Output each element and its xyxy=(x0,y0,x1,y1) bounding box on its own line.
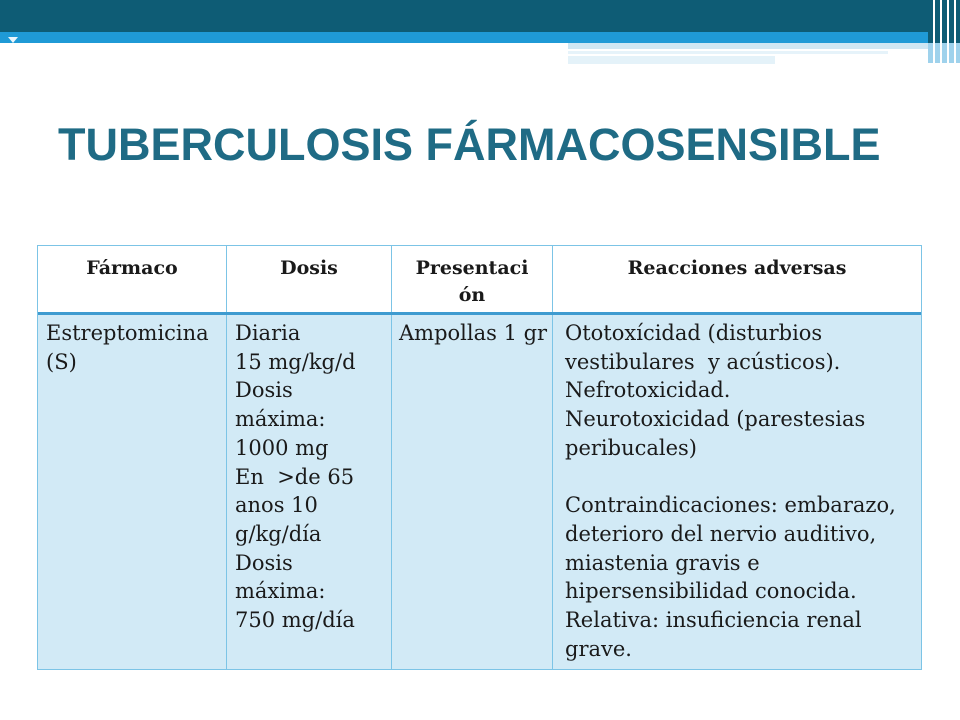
cell-line: Dosis xyxy=(235,378,293,403)
cell-line: Ampollas 1 gr xyxy=(399,321,548,345)
cell-line: Ototoxícidad (disturbios xyxy=(565,321,823,345)
cell-line: 750 mg/día xyxy=(235,608,355,633)
decorative-triangle-icon xyxy=(8,37,18,43)
decorative-stripes xyxy=(928,0,960,43)
header-label: Reacciones adversas xyxy=(627,257,847,279)
decorative-stripes xyxy=(928,43,960,63)
slide-title: TUBERCULOSIS FÁRMACOSENSIBLE xyxy=(58,119,881,170)
cell-line: (S) xyxy=(46,349,77,374)
table-row xyxy=(38,315,921,669)
header-cell-dosis xyxy=(227,246,392,312)
cell-line: vestibulares y acústicos). xyxy=(565,349,841,374)
cell-line: hipersensibilidad conocida. xyxy=(565,579,857,604)
table-header-row xyxy=(38,246,921,315)
cell-line: 1000 mg xyxy=(235,435,329,460)
cell-line: g/kg/día xyxy=(235,521,322,546)
cell-line: Neurotoxicidad (parestesias xyxy=(565,407,866,432)
cell-line: En >de 65 xyxy=(235,464,355,489)
cell-line: máxima: xyxy=(235,407,326,432)
cell-line: Contraindicaciones: embarazo, xyxy=(565,493,896,518)
cell-line: Estreptomicina xyxy=(46,321,209,345)
presentation-cell xyxy=(392,315,553,669)
cell-line: Dosis xyxy=(235,550,293,575)
header-cell-farmaco xyxy=(38,246,227,312)
cell-line: miastenia gravis e xyxy=(565,550,760,575)
header-label: Fármaco xyxy=(86,257,178,279)
header-label: Presentaci xyxy=(415,257,529,279)
adverse-reactions-paragraph xyxy=(565,319,921,463)
dose-cell xyxy=(227,315,392,669)
adverse-reactions-cell xyxy=(553,315,921,669)
accent-line xyxy=(568,43,928,49)
accent-line xyxy=(568,56,775,64)
header-cell-reacciones xyxy=(553,246,921,312)
top-banner-dark xyxy=(0,0,928,32)
header-label: ón xyxy=(458,284,486,306)
cell-line: grave. xyxy=(565,636,632,661)
drug-cell xyxy=(38,315,227,669)
cell-line: deterioro del nervio auditivo, xyxy=(565,521,877,546)
cell-line: Diaria xyxy=(235,321,301,345)
cell-line: Relativa: insuficiencia renal xyxy=(565,608,862,633)
accent-line xyxy=(568,51,888,54)
cell-line: Nefrotoxicidad. xyxy=(565,378,731,403)
cell-line: 15 mg/kg/d xyxy=(235,349,356,374)
top-banner-blue xyxy=(0,32,928,43)
header-label: Dosis xyxy=(280,257,338,279)
contraindications-paragraph xyxy=(565,491,921,663)
cell-line: anos 10 xyxy=(235,493,318,518)
drug-table xyxy=(37,245,922,670)
cell-line: peribucales) xyxy=(565,435,697,460)
header-cell-presentacion xyxy=(392,246,553,312)
cell-line: máxima: xyxy=(235,579,326,604)
